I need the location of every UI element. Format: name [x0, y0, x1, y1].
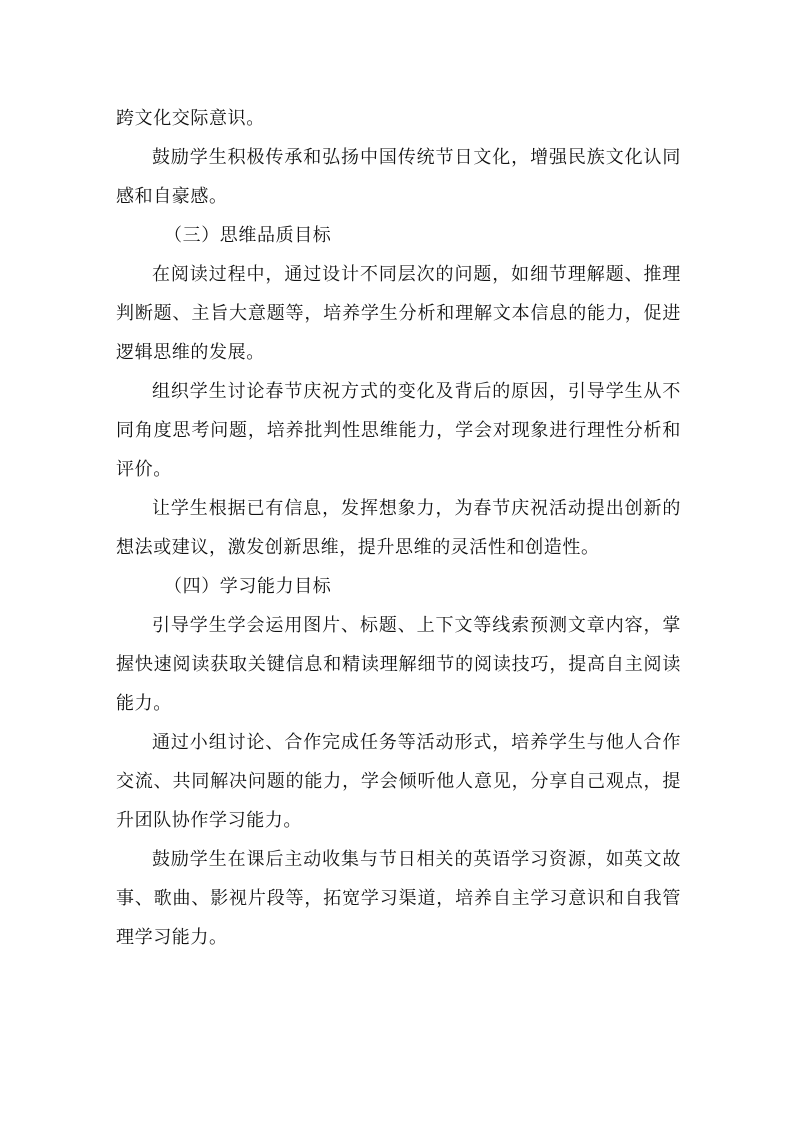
section-heading-learning-ability: （四）学习能力目标 — [164, 576, 332, 597]
document-body — [116, 99, 681, 957]
paragraph-creative-thinking: 让学生根据已有信息，发挥想象力，为春节庆祝活动提出创新的想法或建议，激发创新思维，提升思维的灵活性和创造性。 — [116, 498, 681, 558]
paragraph-reading-strategies: 引导学生学会运用图片、标题、上下文等线索预测文章内容，掌握快速阅读获取关键信息和精读理解细节的阅读技巧，提高自主阅读能力。 — [116, 615, 681, 714]
section-heading-thinking-quality: （三）思维品质目标 — [164, 225, 332, 246]
paragraph-reading-questions: 在阅读过程中，通过设计不同层次的问题，如细节理解题、推理判断题、主旨大意题等，培养学生分析和理解文本信息的能力，促进逻辑思维的发展。 — [116, 264, 681, 363]
paragraph-traditional-culture: 鼓励学生积极传承和弘扬中国传统节日文化，增强民族文化认同感和自豪感。 — [116, 147, 681, 207]
paragraph-group-collaboration: 通过小组讨论、合作完成任务等活动形式，培养学生与他人合作交流、共同解决问题的能力，学会倾听他人意见，分享自己观点，提升团队协作学习能力。 — [116, 732, 681, 831]
paragraph-cross-cultural-awareness: 跨文化交际意识。 — [116, 108, 265, 129]
paragraph-critical-thinking: 组织学生讨论春节庆祝方式的变化及背后的原因，引导学生从不同角度思考问题，培养批判性思维能力，学会对现象进行理性分析和评价。 — [116, 381, 681, 480]
paragraph-self-directed-learning: 鼓励学生在课后主动收集与节日相关的英语学习资源，如英文故事、歌曲、影视片段等，拓宽学习渠道，培养自主学习意识和自我管理学习能力。 — [116, 849, 681, 948]
